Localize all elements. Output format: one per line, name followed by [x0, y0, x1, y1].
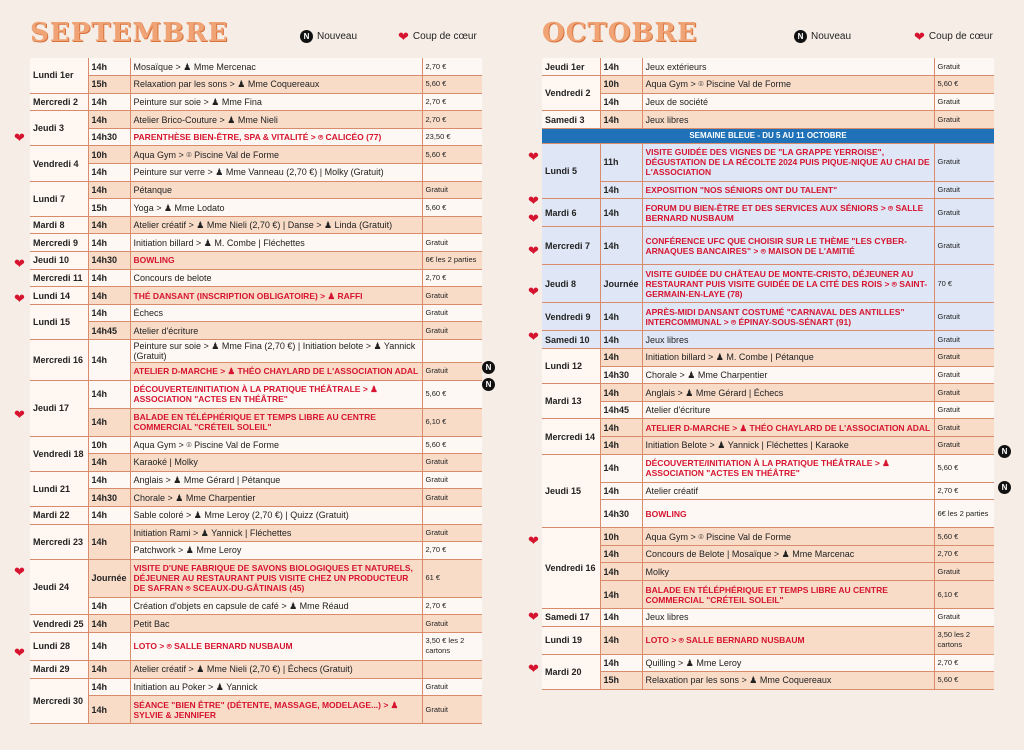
- activity-cell: Jeux libres: [642, 111, 934, 129]
- day-cell: Jeudi 8: [542, 265, 600, 303]
- activity-cell: Atelier d'écriture: [642, 401, 934, 419]
- price-cell: Gratuit: [422, 454, 482, 472]
- activity-cell: Initiation Belote > ♟ Yannick | Fléchettes | Karaoke: [642, 437, 934, 455]
- price-cell: Gratuit: [422, 304, 482, 322]
- price-cell: 6€ les 2 parties: [934, 500, 994, 528]
- legend-new: [300, 30, 357, 43]
- heart-icon: ❤: [528, 661, 539, 676]
- price-cell: 2,70 €: [422, 58, 482, 76]
- price-cell: 5,60 €: [422, 436, 482, 454]
- heart-icon: ❤: [398, 29, 409, 44]
- time-cell: 14h: [88, 111, 130, 129]
- activity-cell: Pétanque: [130, 181, 422, 199]
- price-cell: 3,50 les 2 cartons: [934, 626, 994, 654]
- activity-cell: ATELIER D-MARCHE > ♟ THÉO CHAYLARD DE L'ASSOCIATION ADAL: [642, 419, 934, 437]
- activity-cell: Petit Bac: [130, 615, 422, 633]
- price-cell: 6€ les 2 parties: [422, 252, 482, 270]
- price-cell: Gratuit: [422, 287, 482, 305]
- price-cell: 2,70 €: [422, 542, 482, 560]
- activity-cell: Atelier Brico-Couture > ♟ Mme Nieli: [130, 111, 422, 129]
- activity-cell: Concours de Belote | Mosaïque > ♟ Mme Marcenac: [642, 545, 934, 563]
- day-cell: Mardi 6: [542, 199, 600, 227]
- activity-cell: Peinture sur soie > ♟ Mme Fina (2,70 €) | Initiation belote > ♟ Yannick (Gratuit): [130, 340, 422, 363]
- legend-heart-label: Coup de cœur: [412, 31, 477, 42]
- time-cell: 14h: [600, 93, 642, 111]
- time-cell: 14h: [600, 626, 642, 654]
- activity-cell: BALADE EN TÉLÉPHÉRIQUE ET TEMPS LIBRE AU CENTRE COMMERCIAL "CRÉTEIL SOLEIL": [642, 581, 934, 609]
- day-cell: Lundi 5: [542, 143, 600, 199]
- time-cell: 14h30: [88, 489, 130, 507]
- activity-cell: Anglais > ♟ Mme Gérard | Pétanque: [130, 471, 422, 489]
- price-cell: Gratuit: [934, 349, 994, 367]
- price-cell: Gratuit: [934, 111, 994, 129]
- time-cell: 15h: [88, 199, 130, 217]
- price-cell: 61 €: [422, 559, 482, 597]
- day-cell: Lundi 1er: [30, 58, 88, 93]
- activity-cell: Atelier créatif: [642, 482, 934, 500]
- price-cell: [422, 216, 482, 234]
- price-cell: 2,70 €: [422, 597, 482, 615]
- activity-cell: Jeux de société: [642, 93, 934, 111]
- activity-cell: Chorale > ♟ Mme Charpentier: [130, 489, 422, 507]
- day-cell: Mardi 20: [542, 654, 600, 689]
- price-cell: Gratuit: [422, 678, 482, 696]
- time-cell: 14h: [600, 181, 642, 199]
- price-cell: Gratuit: [422, 524, 482, 542]
- day-cell: Samedi 10: [542, 331, 600, 349]
- price-cell: Gratuit: [934, 384, 994, 402]
- day-cell: Mardi 8: [30, 216, 88, 234]
- price-cell: Gratuit: [934, 143, 994, 181]
- activity-cell: Peinture sur soie > ♟ Mme Fina: [130, 93, 422, 111]
- activity-cell: Mosaïque > ♟ Mme Mercenac: [130, 58, 422, 76]
- time-cell: 14h45: [88, 322, 130, 340]
- price-cell: Gratuit: [422, 696, 482, 724]
- time-cell: Journée: [88, 559, 130, 597]
- time-cell: 14h: [88, 615, 130, 633]
- price-cell: Gratuit: [934, 563, 994, 581]
- price-cell: Gratuit: [934, 181, 994, 199]
- time-cell: 14h: [88, 380, 130, 408]
- heart-icon: ❤: [14, 645, 25, 660]
- time-cell: 14h: [88, 287, 130, 305]
- day-cell: Jeudi 24: [30, 559, 88, 615]
- time-cell: 14h: [600, 581, 642, 609]
- time-cell: 14h30: [600, 366, 642, 384]
- time-cell: 10h: [600, 528, 642, 546]
- activity-cell: Sable coloré > ♟ Mme Leroy (2,70 €) | Quizz (Gratuit): [130, 506, 422, 524]
- time-cell: 14h30: [88, 252, 130, 270]
- activity-cell: CONFÉRENCE UFC QUE CHOISIR SUR LE THÈME "LES CYBER-ARNAQUES BANCAIRES" > ⌾ MAISON DE L'AMITIÉ: [642, 227, 934, 265]
- price-cell: 5,60 €: [934, 528, 994, 546]
- price-cell: Gratuit: [422, 234, 482, 252]
- new-icon: N: [998, 481, 1011, 494]
- day-cell: Mercredi 16: [30, 340, 88, 381]
- price-cell: 5,60 €: [422, 199, 482, 217]
- day-cell: Vendredi 18: [30, 436, 88, 471]
- day-cell: Vendredi 9: [542, 303, 600, 331]
- new-icon: N: [998, 445, 1011, 458]
- new-icon: N: [300, 30, 313, 43]
- time-cell: 14h: [600, 384, 642, 402]
- price-cell: 5,60 €: [422, 380, 482, 408]
- activity-cell: Création d'objets en capsule de café > ♟ Mme Réaud: [130, 597, 422, 615]
- time-cell: 10h: [88, 146, 130, 164]
- day-cell: Vendredi 4: [30, 146, 88, 181]
- price-cell: 3,50 € les 2 cartons: [422, 632, 482, 660]
- price-cell: 5,60 €: [934, 76, 994, 94]
- price-cell: Gratuit: [422, 489, 482, 507]
- activity-cell: APRÈS-MIDI DANSANT COSTUMÉ "CARNAVAL DES ANTILLES" INTERCOMMUNAL > ⌾ ÉPINAY-SOUS-SÉNART (91): [642, 303, 934, 331]
- day-cell: Vendredi 25: [30, 615, 88, 633]
- day-cell: Lundi 19: [542, 626, 600, 654]
- time-cell: 10h: [600, 76, 642, 94]
- time-cell: 14h: [600, 303, 642, 331]
- heart-icon: ❤: [14, 256, 25, 271]
- activity-cell: Yoga > ♟ Mme Lodato: [130, 199, 422, 217]
- legend-heart: [398, 30, 477, 43]
- week-banner: SEMAINE BLEUE - DU 5 AU 11 OCTOBRE: [542, 128, 994, 143]
- day-cell: Vendredi 16: [542, 528, 600, 609]
- price-cell: 5,60 €: [422, 146, 482, 164]
- day-cell: Jeudi 1er: [542, 58, 600, 76]
- time-cell: 14h: [88, 304, 130, 322]
- time-cell: 14h30: [88, 128, 130, 146]
- price-cell: Gratuit: [934, 419, 994, 437]
- price-cell: [422, 660, 482, 678]
- price-cell: [422, 164, 482, 182]
- day-cell: Lundi 7: [30, 181, 88, 216]
- activity-cell: Chorale > ♟ Mme Charpentier: [642, 366, 934, 384]
- activity-cell: PARENTHÈSE BIEN-ÊTRE, SPA & VITALITÉ > ⌾ CALICÉO (77): [130, 128, 422, 146]
- activity-cell: Échecs: [130, 304, 422, 322]
- activity-cell: Aqua Gym > ⌾ Piscine Val de Forme: [642, 528, 934, 546]
- day-cell: Lundi 15: [30, 304, 88, 339]
- activity-cell: Atelier d'écriture: [130, 322, 422, 340]
- time-cell: 14h: [88, 58, 130, 76]
- time-cell: 14h: [88, 678, 130, 696]
- activity-cell: Jeux libres: [642, 331, 934, 349]
- month-title: SEPTEMBRE: [30, 18, 229, 48]
- activity-cell: Peinture sur verre > ♟ Mme Vanneau (2,70 €) | Molky (Gratuit): [130, 164, 422, 182]
- time-cell: 14h: [600, 58, 642, 76]
- price-cell: [422, 506, 482, 524]
- time-cell: 15h: [600, 672, 642, 690]
- day-cell: Samedi 3: [542, 111, 600, 129]
- price-cell: 23,50 €: [422, 128, 482, 146]
- time-cell: 14h: [600, 419, 642, 437]
- day-cell: Jeudi 17: [30, 380, 88, 436]
- activity-cell: VISITE D'UNE FABRIQUE DE SAVONS BIOLOGIQUES ET NATURELS, DÉJEUNER AU RESTAURANT PUIS VISITE CHEZ UN PRODUCTEUR DE SAFRAN ⌾ SCEAUX-DU-GÂTINAIS (45): [130, 559, 422, 597]
- time-cell: 14h: [600, 437, 642, 455]
- legend-new-label: Nouveau: [317, 31, 358, 42]
- activity-cell: BALADE EN TÉLÉPHÉRIQUE ET TEMPS LIBRE AU CENTRE COMMERCIAL "CRÉTEIL SOLEIL": [130, 408, 422, 436]
- activity-cell: Karaoké | Molky: [130, 454, 422, 472]
- activity-cell: SÉANCE "BIEN ÊTRE" (DÉTENTE, MASSAGE, MODELAGE...) > ♟ SYLVIE & JENNIFER: [130, 696, 422, 724]
- activity-cell: Concours de belote: [130, 269, 422, 287]
- time-cell: 14h: [88, 597, 130, 615]
- time-cell: 14h: [600, 331, 642, 349]
- time-cell: 14h: [600, 609, 642, 627]
- activity-cell: VISITE GUIDÉE DU CHÂTEAU DE MONTE-CRISTO, DÉJEUNER AU RESTAURANT PUIS VISITE GUIDÉE DE LA CITÉ DES ROIS > ⌾ SAINT-GERMAIN-EN-LAYE (78): [642, 265, 934, 303]
- month-title: OCTOBRE: [542, 18, 698, 48]
- price-cell: Gratuit: [422, 615, 482, 633]
- time-cell: 10h: [88, 436, 130, 454]
- time-cell: 14h: [88, 216, 130, 234]
- time-cell: 11h: [600, 143, 642, 181]
- legend-new: [794, 30, 851, 43]
- legend-new-label: Nouveau: [811, 31, 852, 42]
- price-cell: Gratuit: [934, 199, 994, 227]
- activity-cell: THÉ DANSANT (INSCRIPTION OBLIGATOIRE) > ♟ RAFFI: [130, 287, 422, 305]
- price-cell: Gratuit: [934, 58, 994, 76]
- activity-cell: LOTO > ⌾ SALLE BERNARD NUSBAUM: [130, 632, 422, 660]
- day-cell: Jeudi 3: [30, 111, 88, 146]
- activity-cell: BOWLING: [642, 500, 934, 528]
- activity-cell: LOTO > ⌾ SALLE BERNARD NUSBAUM: [642, 626, 934, 654]
- time-cell: 14h: [88, 660, 130, 678]
- time-cell: 14h: [600, 111, 642, 129]
- new-icon: N: [794, 30, 807, 43]
- price-cell: Gratuit: [934, 303, 994, 331]
- activity-cell: Initiation billard > ♟ M. Combe | Pétanque: [642, 349, 934, 367]
- price-cell: Gratuit: [422, 181, 482, 199]
- heart-icon: ❤: [914, 29, 925, 44]
- activity-cell: EXPOSITION "NOS SÉNIORS ONT DU TALENT": [642, 181, 934, 199]
- time-cell: 14h: [88, 93, 130, 111]
- day-cell: Lundi 14: [30, 287, 88, 305]
- time-cell: 14h: [88, 408, 130, 436]
- time-cell: 14h: [88, 696, 130, 724]
- legend-heart: [914, 30, 993, 43]
- activity-cell: Initiation billard > ♟ M. Combe | Fléchettes: [130, 234, 422, 252]
- heart-icon: ❤: [528, 533, 539, 548]
- price-cell: Gratuit: [934, 93, 994, 111]
- time-cell: 14h: [600, 563, 642, 581]
- time-cell: 14h: [88, 181, 130, 199]
- price-cell: 5,60 €: [934, 672, 994, 690]
- price-cell: Gratuit: [934, 609, 994, 627]
- price-cell: Gratuit: [934, 437, 994, 455]
- price-cell: 5,60 €: [422, 76, 482, 94]
- price-cell: 2,70 €: [934, 654, 994, 672]
- price-cell: Gratuit: [422, 322, 482, 340]
- day-cell: Jeudi 10: [30, 252, 88, 270]
- heart-icon: ❤: [14, 564, 25, 579]
- new-icon: N: [482, 378, 495, 391]
- activity-cell: Jeux extérieurs: [642, 58, 934, 76]
- price-cell: 2,70 €: [422, 269, 482, 287]
- activity-cell: Aqua Gym > ⌾ Piscine Val de Forme: [130, 436, 422, 454]
- day-cell: Samedi 17: [542, 609, 600, 627]
- day-cell: Mercredi 23: [30, 524, 88, 559]
- price-cell: Gratuit: [934, 227, 994, 265]
- legend-heart-label: Coup de cœur: [928, 31, 993, 42]
- price-cell: 70 €: [934, 265, 994, 303]
- activity-cell: Molky: [642, 563, 934, 581]
- time-cell: 14h: [88, 234, 130, 252]
- activity-cell: Patchwork > ♟ Mme Leroy: [130, 542, 422, 560]
- day-cell: Mardi 22: [30, 506, 88, 524]
- activity-cell: BOWLING: [130, 252, 422, 270]
- time-cell: 14h: [600, 482, 642, 500]
- time-cell: 14h: [600, 454, 642, 482]
- heart-icon: ❤: [528, 211, 539, 226]
- time-cell: 14h: [88, 269, 130, 287]
- activity-cell: Relaxation par les sons > ♟ Mme Coquereaux: [130, 76, 422, 94]
- schedule-table: [542, 58, 994, 690]
- time-cell: 14h: [600, 349, 642, 367]
- heart-icon: ❤: [528, 609, 539, 624]
- heart-icon: ❤: [528, 243, 539, 258]
- activity-cell: Aqua Gym > ⌾ Piscine Val de Forme: [130, 146, 422, 164]
- day-cell: Lundi 28: [30, 632, 88, 660]
- day-cell: Mardi 29: [30, 660, 88, 678]
- day-cell: Lundi 21: [30, 471, 88, 506]
- price-cell: Gratuit: [934, 366, 994, 384]
- heart-icon: ❤: [528, 193, 539, 208]
- time-cell: 14h: [88, 632, 130, 660]
- price-cell: [422, 340, 482, 363]
- activity-cell: Aqua Gym > ⌾ Piscine Val de Forme: [642, 76, 934, 94]
- activity-cell: Quilling > ♟ Mme Leroy: [642, 654, 934, 672]
- time-cell: 14h45: [600, 401, 642, 419]
- price-cell: Gratuit: [422, 471, 482, 489]
- time-cell: 14h: [88, 164, 130, 182]
- activity-cell: Relaxation par les sons > ♟ Mme Coquereaux: [642, 672, 934, 690]
- time-cell: 15h: [88, 76, 130, 94]
- price-cell: 2,70 €: [934, 545, 994, 563]
- time-cell: 14h: [88, 340, 130, 381]
- page-octobre: [512, 0, 1024, 750]
- time-cell: Journée: [600, 265, 642, 303]
- price-cell: Gratuit: [934, 401, 994, 419]
- day-cell: Mercredi 7: [542, 227, 600, 265]
- activity-cell: FORUM DU BIEN-ÊTRE ET DES SERVICES AUX SÉNIORS > ⌾ SALLE BERNARD NUSBAUM: [642, 199, 934, 227]
- time-cell: 14h: [600, 654, 642, 672]
- price-cell: Gratuit: [422, 363, 482, 381]
- time-cell: 14h: [88, 454, 130, 472]
- time-cell: 14h: [88, 471, 130, 489]
- heart-icon: ❤: [14, 291, 25, 306]
- day-cell: Mercredi 9: [30, 234, 88, 252]
- time-cell: 14h: [88, 506, 130, 524]
- activity-cell: Initiation Rami > ♟ Yannick | Fléchettes: [130, 524, 422, 542]
- activity-cell: Atelier créatif > ♟ Mme Nieli (2,70 €) | Échecs (Gratuit): [130, 660, 422, 678]
- day-cell: Vendredi 2: [542, 76, 600, 111]
- heart-icon: ❤: [14, 130, 25, 145]
- time-cell: 14h: [600, 545, 642, 563]
- new-icon: N: [482, 361, 495, 374]
- activity-cell: DÉCOUVERTE/INITIATION À LA PRATIQUE THÉÂTRALE > ♟ ASSOCIATION "ACTES EN THÉÂTRE": [130, 380, 422, 408]
- day-cell: Mercredi 14: [542, 419, 600, 454]
- price-cell: Gratuit: [934, 331, 994, 349]
- activity-cell: VISITE GUIDÉE DES VIGNES DE "LA GRAPPE YERROISE", DÉGUSTATION DE LA RÉCOLTE 2024 PUIS PIQUE-NIQUE AU CHAI DE L'ASSOCIATION: [642, 143, 934, 181]
- price-cell: 6,10 €: [422, 408, 482, 436]
- activity-cell: Atelier créatif > ♟ Mme Nieli (2,70 €) | Danse > ♟ Linda (Gratuit): [130, 216, 422, 234]
- heart-icon: ❤: [528, 284, 539, 299]
- heart-icon: ❤: [14, 407, 25, 422]
- day-cell: Mercredi 2: [30, 93, 88, 111]
- activity-cell: Anglais > ♟ Mme Gérard | Échecs: [642, 384, 934, 402]
- day-cell: Mercredi 11: [30, 269, 88, 287]
- day-cell: Lundi 12: [542, 349, 600, 384]
- schedule-table: [30, 58, 482, 724]
- price-cell: 6,10 €: [934, 581, 994, 609]
- time-cell: 14h: [600, 227, 642, 265]
- heart-icon: ❤: [528, 329, 539, 344]
- price-cell: 2,70 €: [422, 111, 482, 129]
- activity-cell: ATELIER D-MARCHE > ♟ THÉO CHAYLARD DE L'ASSOCIATION ADAL: [130, 363, 422, 381]
- activity-cell: Jeux libres: [642, 609, 934, 627]
- activity-cell: DÉCOUVERTE/INITIATION À LA PRATIQUE THÉÂTRALE > ♟ ASSOCIATION "ACTES EN THÉÂTRE": [642, 454, 934, 482]
- activity-cell: Initiation au Poker > ♟ Yannick: [130, 678, 422, 696]
- day-cell: Mercredi 30: [30, 678, 88, 724]
- time-cell: 14h: [600, 199, 642, 227]
- time-cell: 14h30: [600, 500, 642, 528]
- day-cell: Mardi 13: [542, 384, 600, 419]
- price-cell: 5,60 €: [934, 454, 994, 482]
- price-cell: 2,70 €: [422, 93, 482, 111]
- time-cell: 14h: [88, 524, 130, 559]
- day-cell: Jeudi 15: [542, 454, 600, 528]
- heart-icon: ❤: [528, 149, 539, 164]
- price-cell: 2,70 €: [934, 482, 994, 500]
